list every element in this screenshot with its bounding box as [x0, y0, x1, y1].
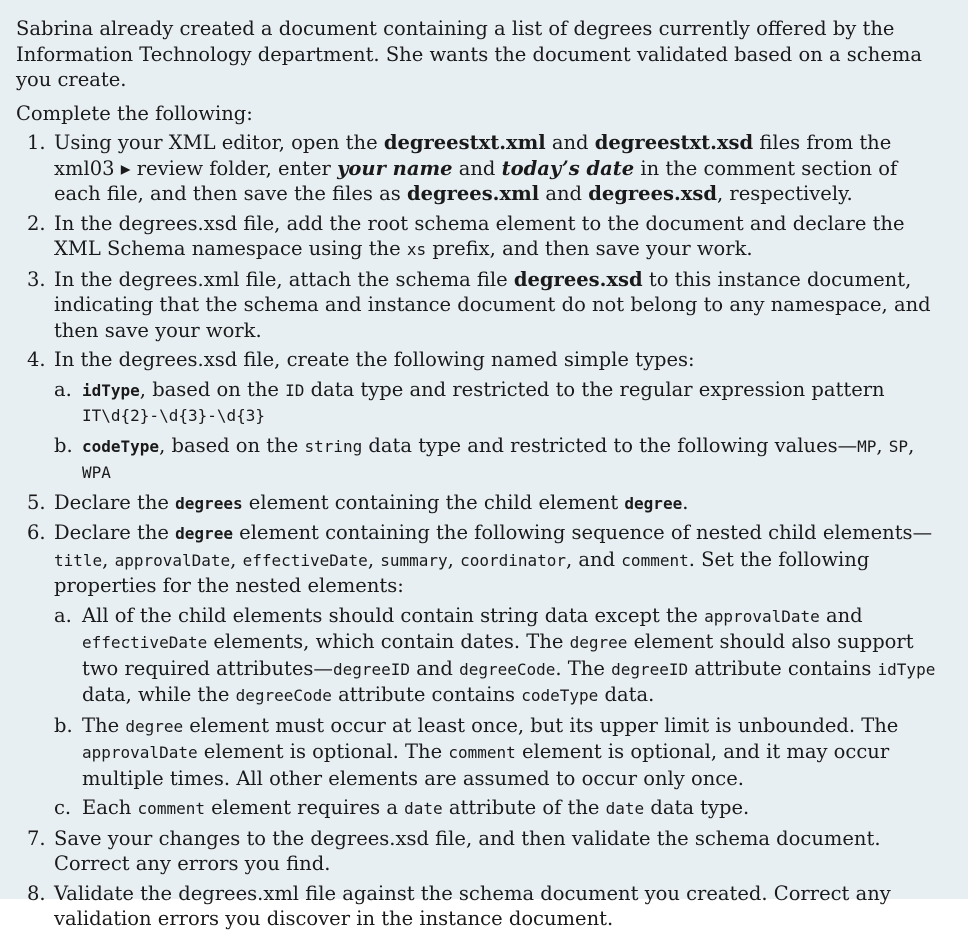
emphasis-term: degrees.xsd	[513, 267, 643, 291]
code-term: ID	[285, 380, 305, 400]
text-run: Each	[82, 796, 138, 819]
emphasis-term: today’s date	[501, 156, 635, 180]
text-run: element containing the following sequence of nested child elements—	[232, 521, 933, 544]
step-item	[16, 211, 946, 263]
code-term: degree	[125, 716, 184, 736]
code-term: comment	[448, 743, 516, 762]
step-text	[54, 130, 946, 207]
text-run: element containing the child element	[242, 490, 625, 514]
text-run: to this instance document, indicating that the schema and instance document do not belong to any namespace, and then save your work.	[54, 267, 931, 342]
step-text	[54, 211, 946, 263]
substep-text	[82, 795, 946, 822]
text-run: data.	[598, 683, 655, 706]
code-term: degreeCode	[459, 659, 556, 679]
step-number: 7.	[27, 826, 46, 850]
substep-text	[82, 603, 946, 709]
substep-label: b.	[54, 433, 73, 457]
substep-label: a.	[54, 603, 72, 627]
code-term: SP	[888, 436, 909, 456]
text-run: data type.	[644, 796, 750, 819]
text-run: element is optional, and it may occur multiple times. All other elements are assumed to occur only once.	[82, 740, 890, 790]
emphasis-term: degrees.xml	[406, 182, 540, 205]
text-run: The	[82, 713, 126, 737]
step-text	[54, 826, 946, 877]
code-term: IT\d{2}-\d{3}-\d{3}	[82, 406, 266, 425]
step-item	[16, 490, 946, 517]
text-run: and	[819, 603, 863, 627]
code-term: degreeID	[332, 659, 410, 679]
text-run: .	[682, 490, 689, 514]
text-run: and	[410, 656, 460, 680]
substep-label: a.	[54, 377, 72, 401]
step-text	[54, 267, 946, 344]
emphasis-term: degrees.xsd	[588, 182, 717, 205]
step-number: 2.	[27, 211, 46, 235]
substep-item	[54, 433, 946, 486]
step-text	[54, 347, 946, 373]
step-item	[16, 826, 946, 877]
step-number: 4.	[27, 348, 46, 371]
text-run: , based on the	[159, 433, 305, 457]
text-run: in the comment section of each file, and then save the files as	[54, 156, 898, 205]
text-run: elements, which contain dates. The	[207, 630, 570, 653]
text-run: All of the child elements should contain string data except the	[82, 603, 705, 627]
text-run: In the degrees.xml file, attach the schema file	[54, 267, 514, 291]
code-term: degreeCode	[235, 686, 332, 705]
text-run: attribute contains	[331, 683, 522, 706]
code-term: xs	[406, 240, 427, 259]
text-run: Declare the	[54, 521, 176, 544]
emphasis-term: degreestxt.xsd	[594, 131, 754, 154]
text-run: element should also support two required attributes—	[82, 630, 914, 680]
text-run: ,	[102, 547, 115, 571]
text-run: ,	[876, 433, 889, 457]
step-number: 8.	[27, 881, 46, 905]
text-run: and	[539, 182, 589, 205]
text-run: attribute contains	[688, 656, 878, 680]
step-number: 6.	[27, 521, 46, 544]
text-run: Validate the degrees.xml file against the schema document you created. Correct any validation errors you discover in the instance document.	[54, 881, 891, 930]
text-run: element requires a	[204, 796, 405, 819]
code-term: effectiveDate	[242, 550, 368, 570]
text-run: data type and restricted to the regular expression pattern	[304, 377, 885, 401]
code-term: coordinator	[460, 550, 567, 570]
code-term: degree	[569, 633, 628, 652]
text-run: . Set the following properties for the nested elements:	[54, 547, 870, 597]
text-run: element is optional. The	[197, 740, 449, 763]
code-term: degrees	[175, 493, 243, 513]
substep-text	[82, 377, 946, 429]
code-term: codeType	[521, 686, 599, 705]
step-item	[16, 347, 946, 486]
step-number: 5.	[27, 490, 46, 514]
complete-following-lead: Complete the following:	[16, 101, 253, 125]
substep-item	[54, 713, 946, 792]
text-run: ,	[447, 547, 461, 571]
text-run: , and	[566, 547, 622, 571]
code-term: WPA	[82, 463, 111, 482]
substep-text	[82, 713, 946, 792]
text-run: Declare the	[54, 490, 176, 514]
code-term: codeType	[82, 436, 160, 456]
code-term: degree	[624, 493, 683, 513]
intro-paragraph: Sabrina already created a document containing a list of degrees currently offered by the Information Technology department. She wants the document validated based on a schema you create.	[16, 17, 922, 91]
text-run: attribute of the	[442, 796, 606, 819]
text-run: , based on the	[139, 377, 286, 401]
text-run: In the degrees.xsd file, create the following named simple types:	[54, 348, 695, 371]
text-run: In the degrees.xsd file, add the root schema element to the document and declare the XML Schema namespace using the	[54, 211, 905, 260]
code-term: approvalDate	[704, 606, 820, 626]
code-term: date	[605, 799, 645, 818]
step-item	[16, 267, 946, 344]
code-term: idType	[877, 659, 936, 679]
text-run: ,	[230, 547, 243, 571]
step-text	[54, 490, 946, 517]
emphasis-term: your name	[337, 156, 453, 180]
code-term: comment	[137, 799, 205, 818]
text-run: ,	[908, 433, 915, 457]
text-run: ,	[367, 547, 381, 571]
code-term: degreeID	[611, 659, 689, 679]
step-item	[16, 130, 946, 207]
code-term: comment	[621, 550, 689, 570]
code-term: approvalDate	[82, 743, 198, 762]
text-run: and	[452, 156, 502, 180]
text-run: Save your changes to the degrees.xsd file, and then validate the schema document. Correct any errors you find.	[54, 826, 881, 875]
step-number: 1.	[27, 131, 46, 154]
text-run: and	[545, 131, 595, 154]
step-text	[54, 520, 946, 599]
step-item	[16, 520, 946, 822]
text-run: . The	[555, 656, 612, 680]
substep-text	[82, 433, 946, 486]
code-term: effectiveDate	[82, 633, 208, 652]
step-text	[54, 881, 946, 932]
code-term: string	[304, 436, 363, 456]
text-run: data type and restricted to the following values—	[362, 433, 858, 457]
code-term: approvalDate	[114, 550, 231, 570]
emphasis-term: degreestxt.xml	[383, 131, 546, 154]
code-term: degree	[175, 524, 233, 543]
step-number: 3.	[27, 267, 46, 291]
substep-item	[54, 603, 946, 709]
text-run: prefix, and then save your work.	[426, 237, 753, 260]
code-term: title	[54, 550, 103, 570]
step-item	[16, 881, 946, 932]
text-run: , respectively.	[717, 182, 853, 205]
text-run: data, while the	[82, 683, 236, 706]
text-run: Using your XML editor, open the	[54, 131, 384, 154]
code-term: idType	[82, 380, 140, 400]
code-term: summary	[380, 550, 448, 570]
substep-item	[54, 795, 946, 822]
text-run: files from the xml03 ▸ review folder, enter	[54, 131, 892, 180]
code-term: date	[404, 799, 443, 818]
substep-label: b.	[54, 713, 73, 737]
text-run: element must occur at least once, but its upper limit is unbounded. The	[183, 713, 899, 737]
steps-list	[16, 130, 946, 932]
substep-item	[54, 377, 946, 429]
code-term: MP	[857, 436, 877, 456]
substep-label: c.	[54, 796, 72, 819]
